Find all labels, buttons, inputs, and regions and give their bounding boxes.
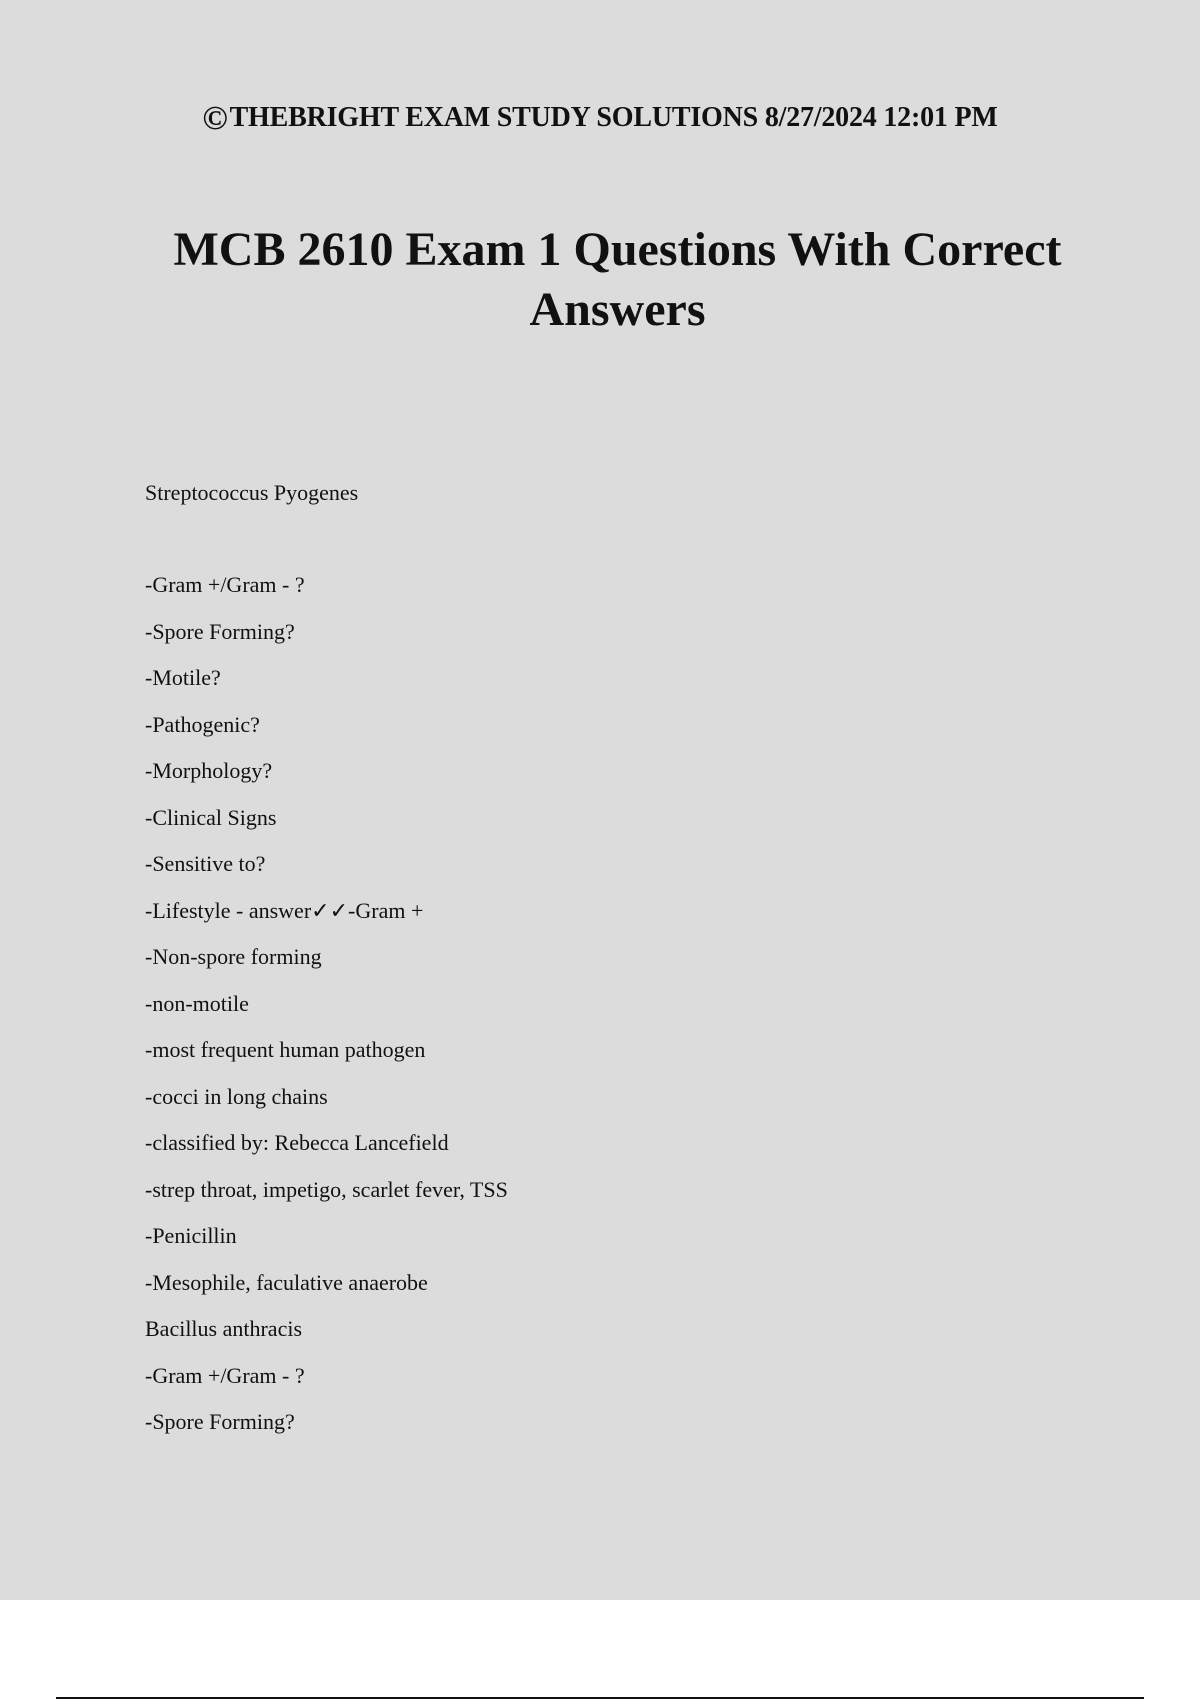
page-header [0,100,1200,137]
question-line: -Motile? [145,665,221,690]
question-line: -Pathogenic? [145,711,260,737]
question-line: -Sensitive to? [145,851,266,876]
answer-prefix: -Lifestyle - answer [145,897,312,923]
question-line: -Morphology? [145,758,273,783]
answer-item: -classified by: Rebecca Lancefield [145,1130,449,1155]
section-title: Streptococcus Pyogenes [145,480,359,505]
answer-line [145,896,1045,943]
question-line: -Gram +/Gram - ? [145,572,305,597]
footer-divider [56,1697,1144,1699]
answer-item: -Penicillin [145,1223,237,1248]
question-line: -Spore Forming? [145,1409,295,1434]
answer-suffix: -Gram + [348,897,424,923]
copyright-symbol: © [202,100,228,137]
document-title: MCB 2610 Exam 1 Questions With Correct Answers [173,223,1062,336]
answer-item: -Non-spore forming [145,944,322,969]
question-line: -Gram +/Gram - ? [145,1362,305,1388]
document-body [145,478,1045,1454]
section-title: Bacillus anthracis [145,1316,303,1341]
answer-item: -cocci in long chains [145,1083,328,1109]
answer-item: -non-motile [145,990,249,1016]
question-line: -Clinical Signs [145,804,277,830]
checkmark-icon: ✓✓ [311,898,349,924]
header-text: THEBRIGHT EXAM STUDY SOLUTIONS 8/27/2024 12:01 PM [229,102,998,133]
answer-item: -Mesophile, faculative anaerobe [145,1269,428,1295]
question-line: -Spore Forming? [145,618,295,644]
answer-item: -most frequent human pathogen [145,1037,426,1062]
answer-item: -strep throat, impetigo, scarlet fever, TSS [145,1176,508,1202]
